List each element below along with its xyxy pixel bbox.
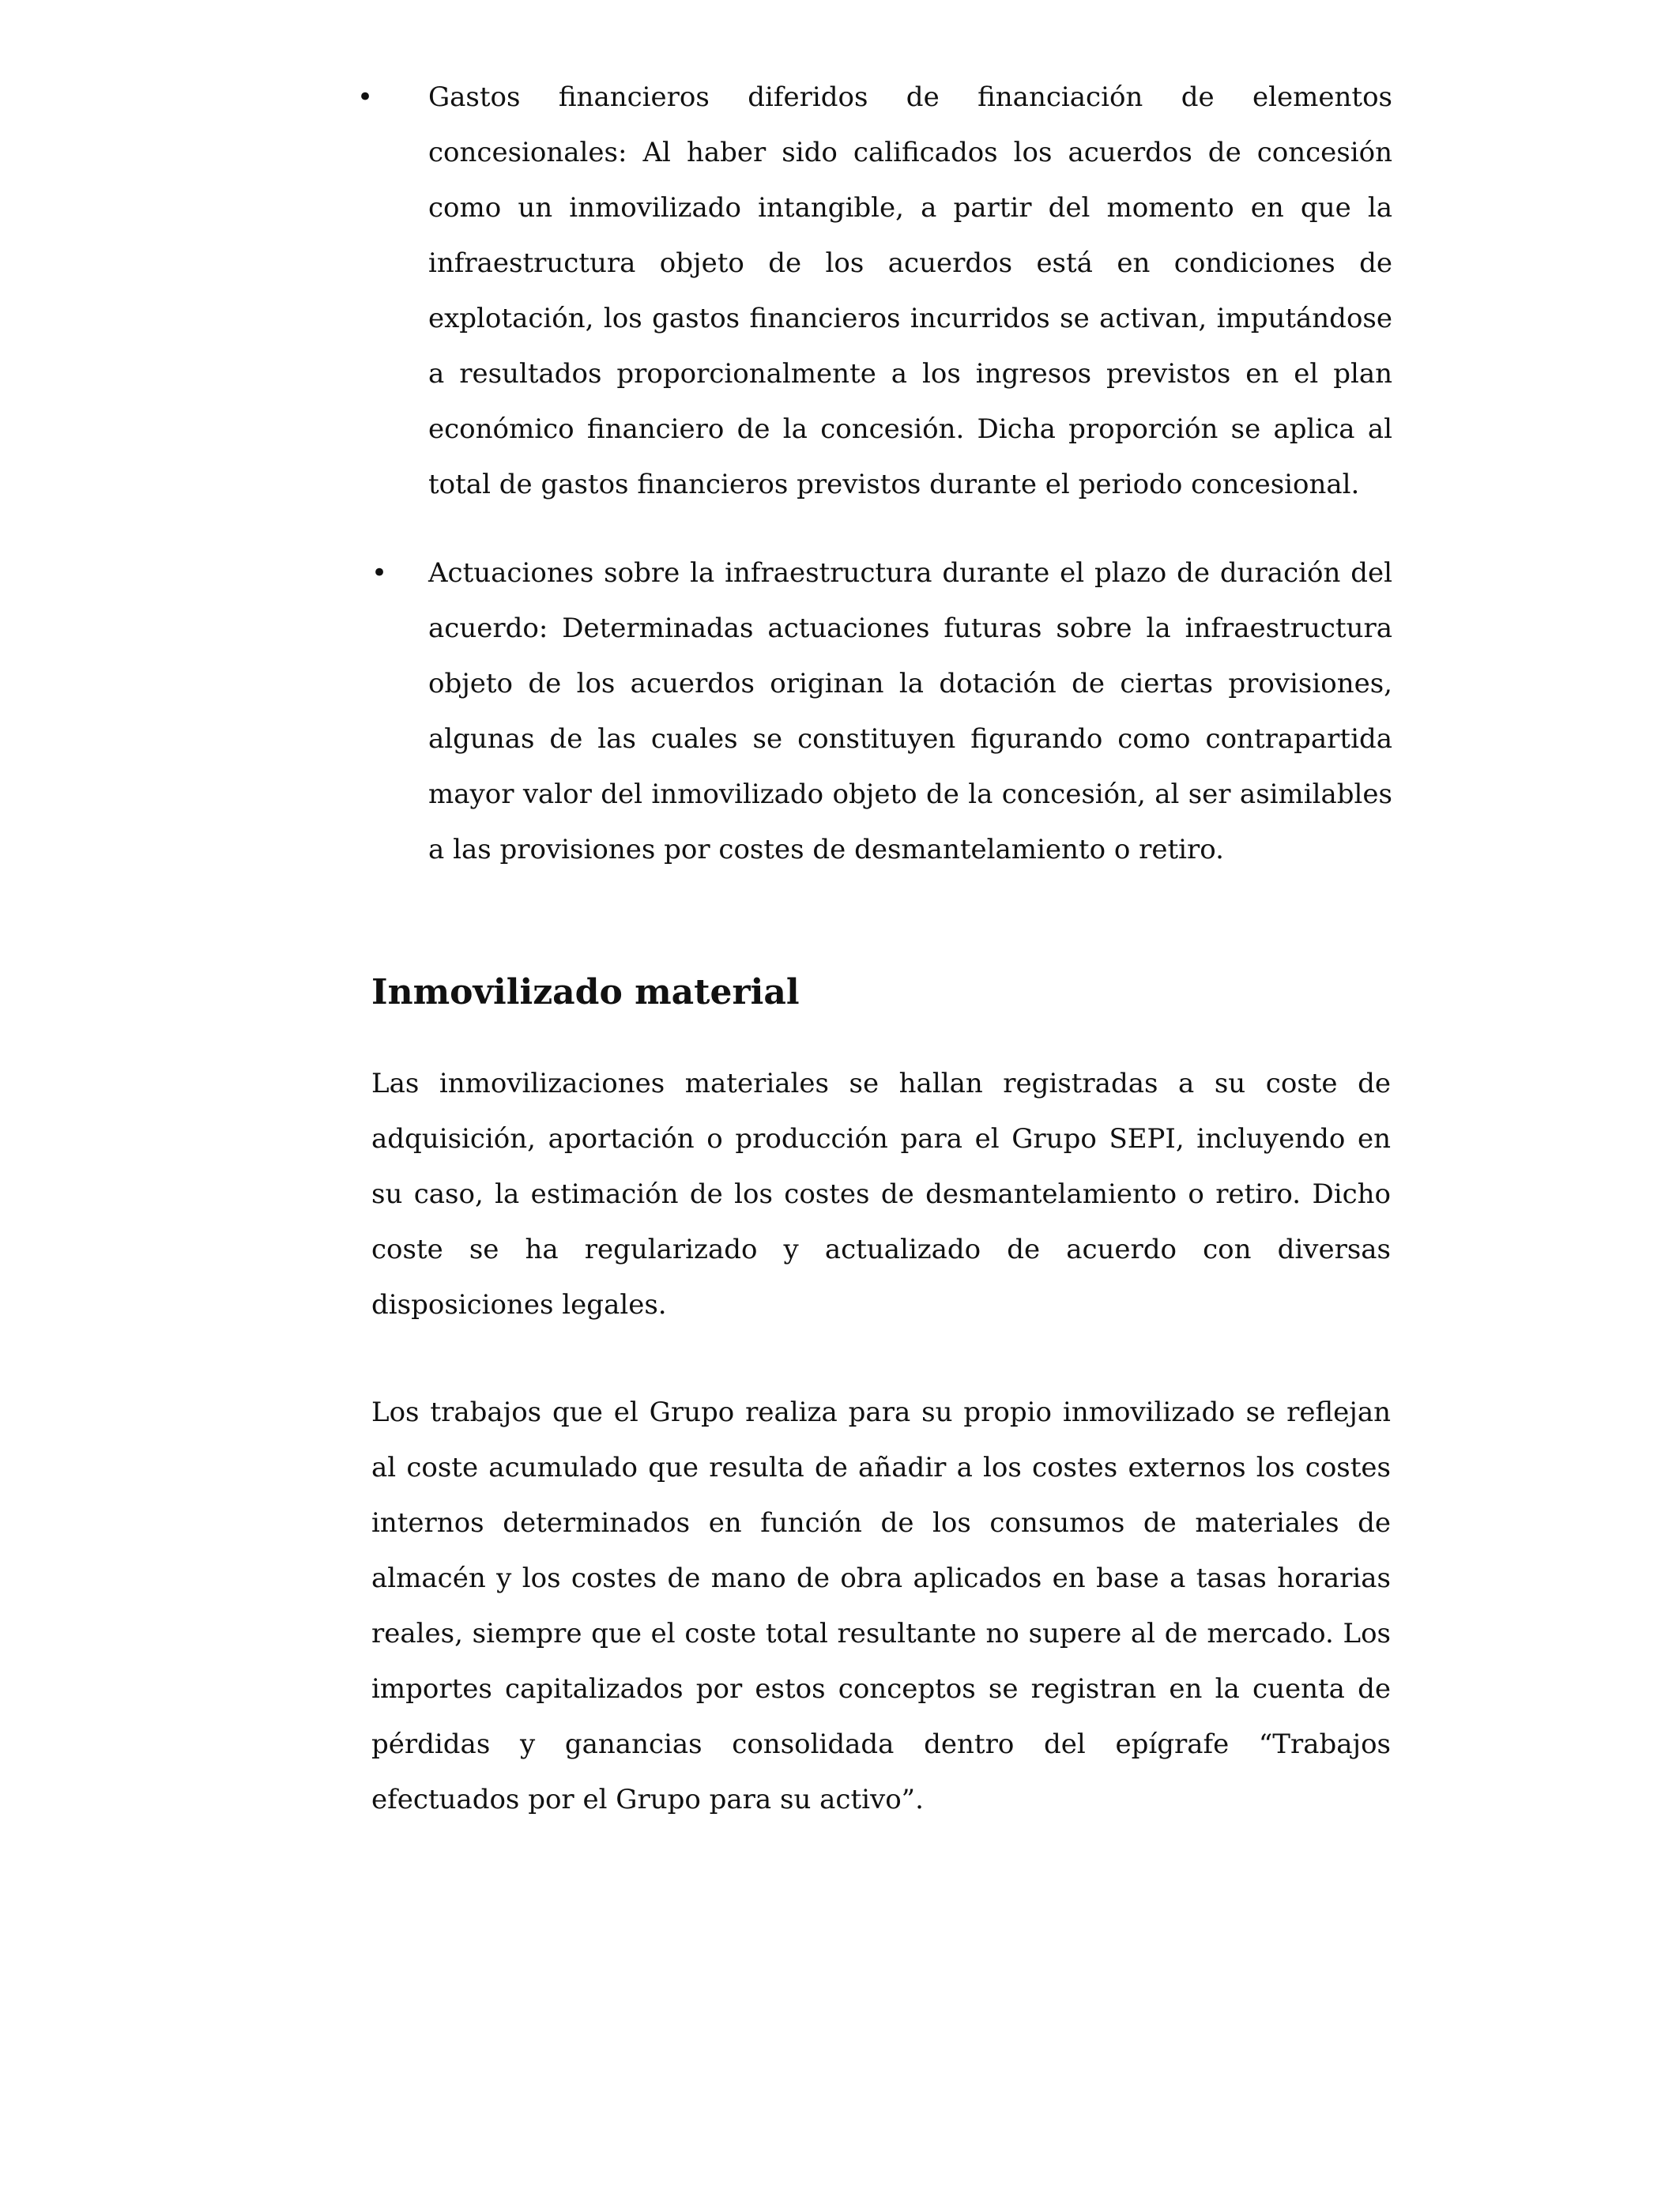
section-heading: Inmovilizado material [371, 972, 800, 1012]
bullet-item-infrastructure-actions [371, 545, 1407, 877]
bullet-text: Actuaciones sobre la infraestructura durante el plazo de duración del acuerdo: Determinadas actuaciones futuras sobre la infraestructura objeto de los acuerdos originan la dotación de ciertas provisiones, algunas de las cuales se constituyen figurando como contrapartida mayor valor del inmovilizado objeto de la concesión, al ser asimilables a las provisiones por costes de desmantelamiento o retiro. [428, 557, 1392, 865]
bullet-item-financial-expenses [357, 70, 1392, 512]
bullet-text: Gastos financieros diferidos de financiación de elementos concesionales: Al haber sido calificados los acuerdos de concesión como un inmovilizado intangible, a partir del momento en que la infraestructura objeto de los acuerdos está en condiciones de explotación, los gastos financieros incurridos se activan, imputándose a resultados proporcionalmente a los ingresos previstos en el plan económico financiero de la concesión. Dicha proporción se aplica al total de gastos financieros previstos durante el periodo concesional. [428, 81, 1392, 500]
paragraph-1: Las inmovilizaciones materiales se hallan registradas a su coste de adquisición, aportación o producción para el Grupo SEPI, incluyendo en su caso, la estimación de los costes de desmantelamiento o retiro. Dicho coste se ha regularizado y actualizado de acuerdo con diversas disposiciones legales. [371, 1068, 1391, 1321]
bullet-marker: • [357, 81, 374, 113]
bullet-marker: • [371, 557, 388, 589]
paragraph-2: Los trabajos que el Grupo realiza para su propio inmovilizado se reflejan al coste acumulado que resulta de añadir a los costes externos los costes internos determinados en función de los consumos de materiales de almacén y los costes de mano de obra aplicados en base a tasas horarias reales, siempre que el coste total resultante no supere al de mercado. Los importes capitalizados por estos conceptos se registran en la cuenta de pérdidas y ganancias consolidada dentro del epígrafe “Trabajos efectuados por el Grupo para su activo”. [371, 1397, 1391, 1815]
